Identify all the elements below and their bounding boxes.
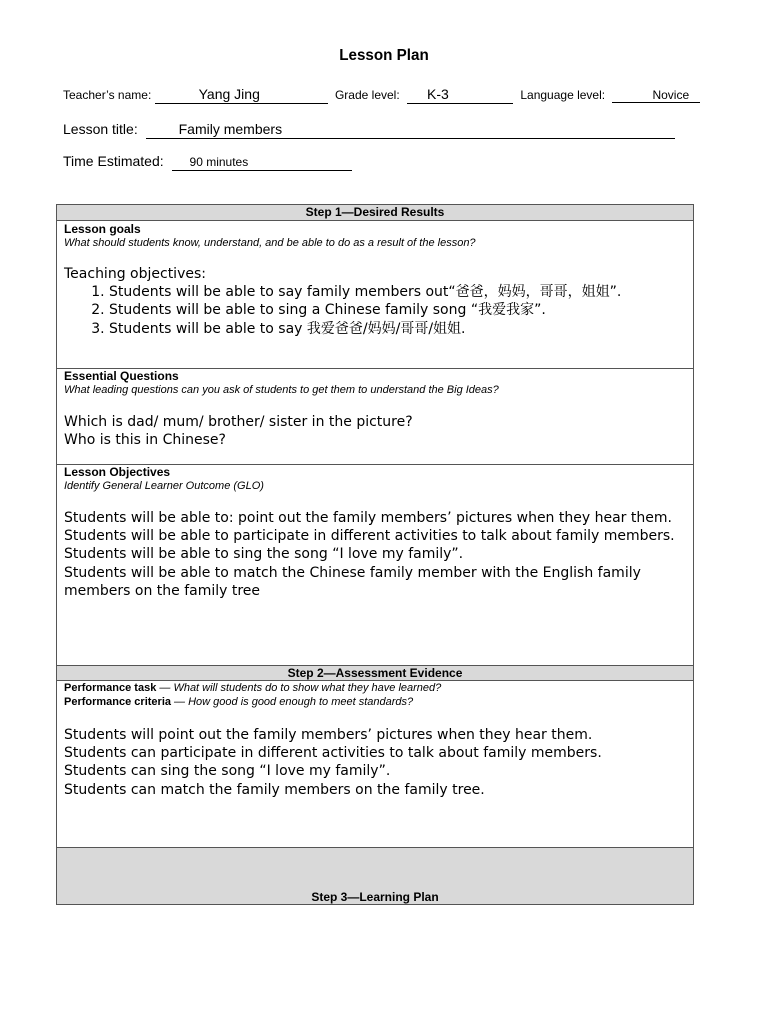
time-field bbox=[172, 153, 352, 171]
lesson-goals-title: Lesson goals bbox=[64, 222, 141, 236]
assessment-line: Students can participate in different activities to talk about family members. bbox=[64, 745, 602, 762]
lesson-title-row bbox=[63, 121, 675, 139]
language-value: Novice bbox=[652, 88, 690, 102]
lesson-goals-body bbox=[64, 265, 685, 338]
performance-task-prompt: — What will students do to show what they have learned? bbox=[156, 682, 442, 694]
step2-heading: Step 2—Assessment Evidence bbox=[57, 665, 693, 681]
grade-label: Grade level: bbox=[334, 88, 400, 102]
performance-criteria-line bbox=[64, 696, 413, 708]
objective-line: Students will be able to: point out the family members’ pictures when they hear them. bbox=[64, 510, 672, 526]
essential-questions-section bbox=[57, 369, 693, 465]
language-field bbox=[612, 88, 700, 103]
assessment-line: Students can sing the song “I love my family”. bbox=[64, 763, 391, 780]
lesson-objectives-title: Lesson Objectives bbox=[64, 465, 171, 479]
step3-heading: Step 3—Learning Plan bbox=[311, 890, 439, 904]
assessment-section bbox=[57, 681, 693, 847]
language-label: Language level: bbox=[520, 88, 606, 102]
page-title: Lesson Plan bbox=[339, 47, 429, 64]
performance-criteria-label: Performance criteria bbox=[64, 696, 171, 708]
lesson-goals-section bbox=[57, 221, 693, 369]
grade-value: K-3 bbox=[427, 86, 449, 102]
time-value: 90 minutes bbox=[189, 155, 249, 169]
assessment-line: Students will point out the family members’ pictures when they hear them. bbox=[64, 727, 593, 743]
list-item: 1. Students will be able to say family members out“爸爸，妈妈，哥哥，姐姐”. bbox=[109, 283, 685, 301]
essential-questions-prompt: What leading questions can you ask of students to get them to understand the Big Ideas? bbox=[64, 384, 499, 396]
performance-task-line bbox=[64, 682, 441, 694]
objective-line: Students will be able to match the Chinese family member with the English family members on the family tree bbox=[64, 564, 641, 599]
lesson-objectives-body bbox=[64, 509, 685, 600]
essential-questions-body bbox=[64, 413, 685, 449]
header-info-row bbox=[63, 86, 700, 104]
lesson-title-label: Lesson title: bbox=[63, 121, 138, 137]
teacher-label: Teacher’s name: bbox=[63, 88, 152, 102]
performance-task-label: Performance task bbox=[64, 682, 157, 694]
list-item: 3. Students will be able to say 我爱爸爸/妈妈/哥哥/姐姐. bbox=[109, 320, 685, 338]
step3-block bbox=[57, 847, 693, 904]
objective-line: Students will be able to participate in different activities to talk about family members. bbox=[64, 528, 675, 545]
lesson-goals-prompt: What should students know, understand, and be able to do as a result of the lesson? bbox=[64, 237, 476, 249]
lesson-title-field bbox=[146, 121, 675, 139]
question-line: Who is this in Chinese? bbox=[64, 432, 226, 449]
assessment-body bbox=[64, 726, 685, 799]
lesson-objectives-section bbox=[57, 465, 693, 665]
essential-questions-title: Essential Questions bbox=[64, 369, 179, 383]
time-label: Time Estimated: bbox=[63, 153, 164, 169]
lesson-objectives-prompt: Identify General Learner Outcome (GLO) bbox=[64, 480, 264, 492]
time-row bbox=[63, 153, 352, 171]
list-item: 2. Students will be able to sing a Chinese family song “我爱我家”. bbox=[109, 301, 685, 319]
teaching-objectives-intro: Teaching objectives: bbox=[64, 266, 206, 282]
question-line: Which is dad/ mum/ brother/ sister in the picture? bbox=[64, 414, 413, 430]
teacher-field bbox=[155, 86, 328, 104]
objective-line: Students will be able to sing the song “I love my family”. bbox=[64, 546, 464, 563]
step1-heading: Step 1—Desired Results bbox=[57, 205, 693, 221]
lesson-plan-table bbox=[56, 204, 694, 905]
teaching-objectives-list bbox=[64, 283, 685, 338]
assessment-line: Students can match the family members on the family tree. bbox=[64, 781, 485, 798]
performance-criteria-prompt: — How good is good enough to meet standards? bbox=[171, 696, 414, 708]
grade-field bbox=[407, 86, 513, 104]
teacher-value: Yang Jing bbox=[198, 86, 260, 102]
lesson-title-value: Family members bbox=[178, 121, 283, 137]
